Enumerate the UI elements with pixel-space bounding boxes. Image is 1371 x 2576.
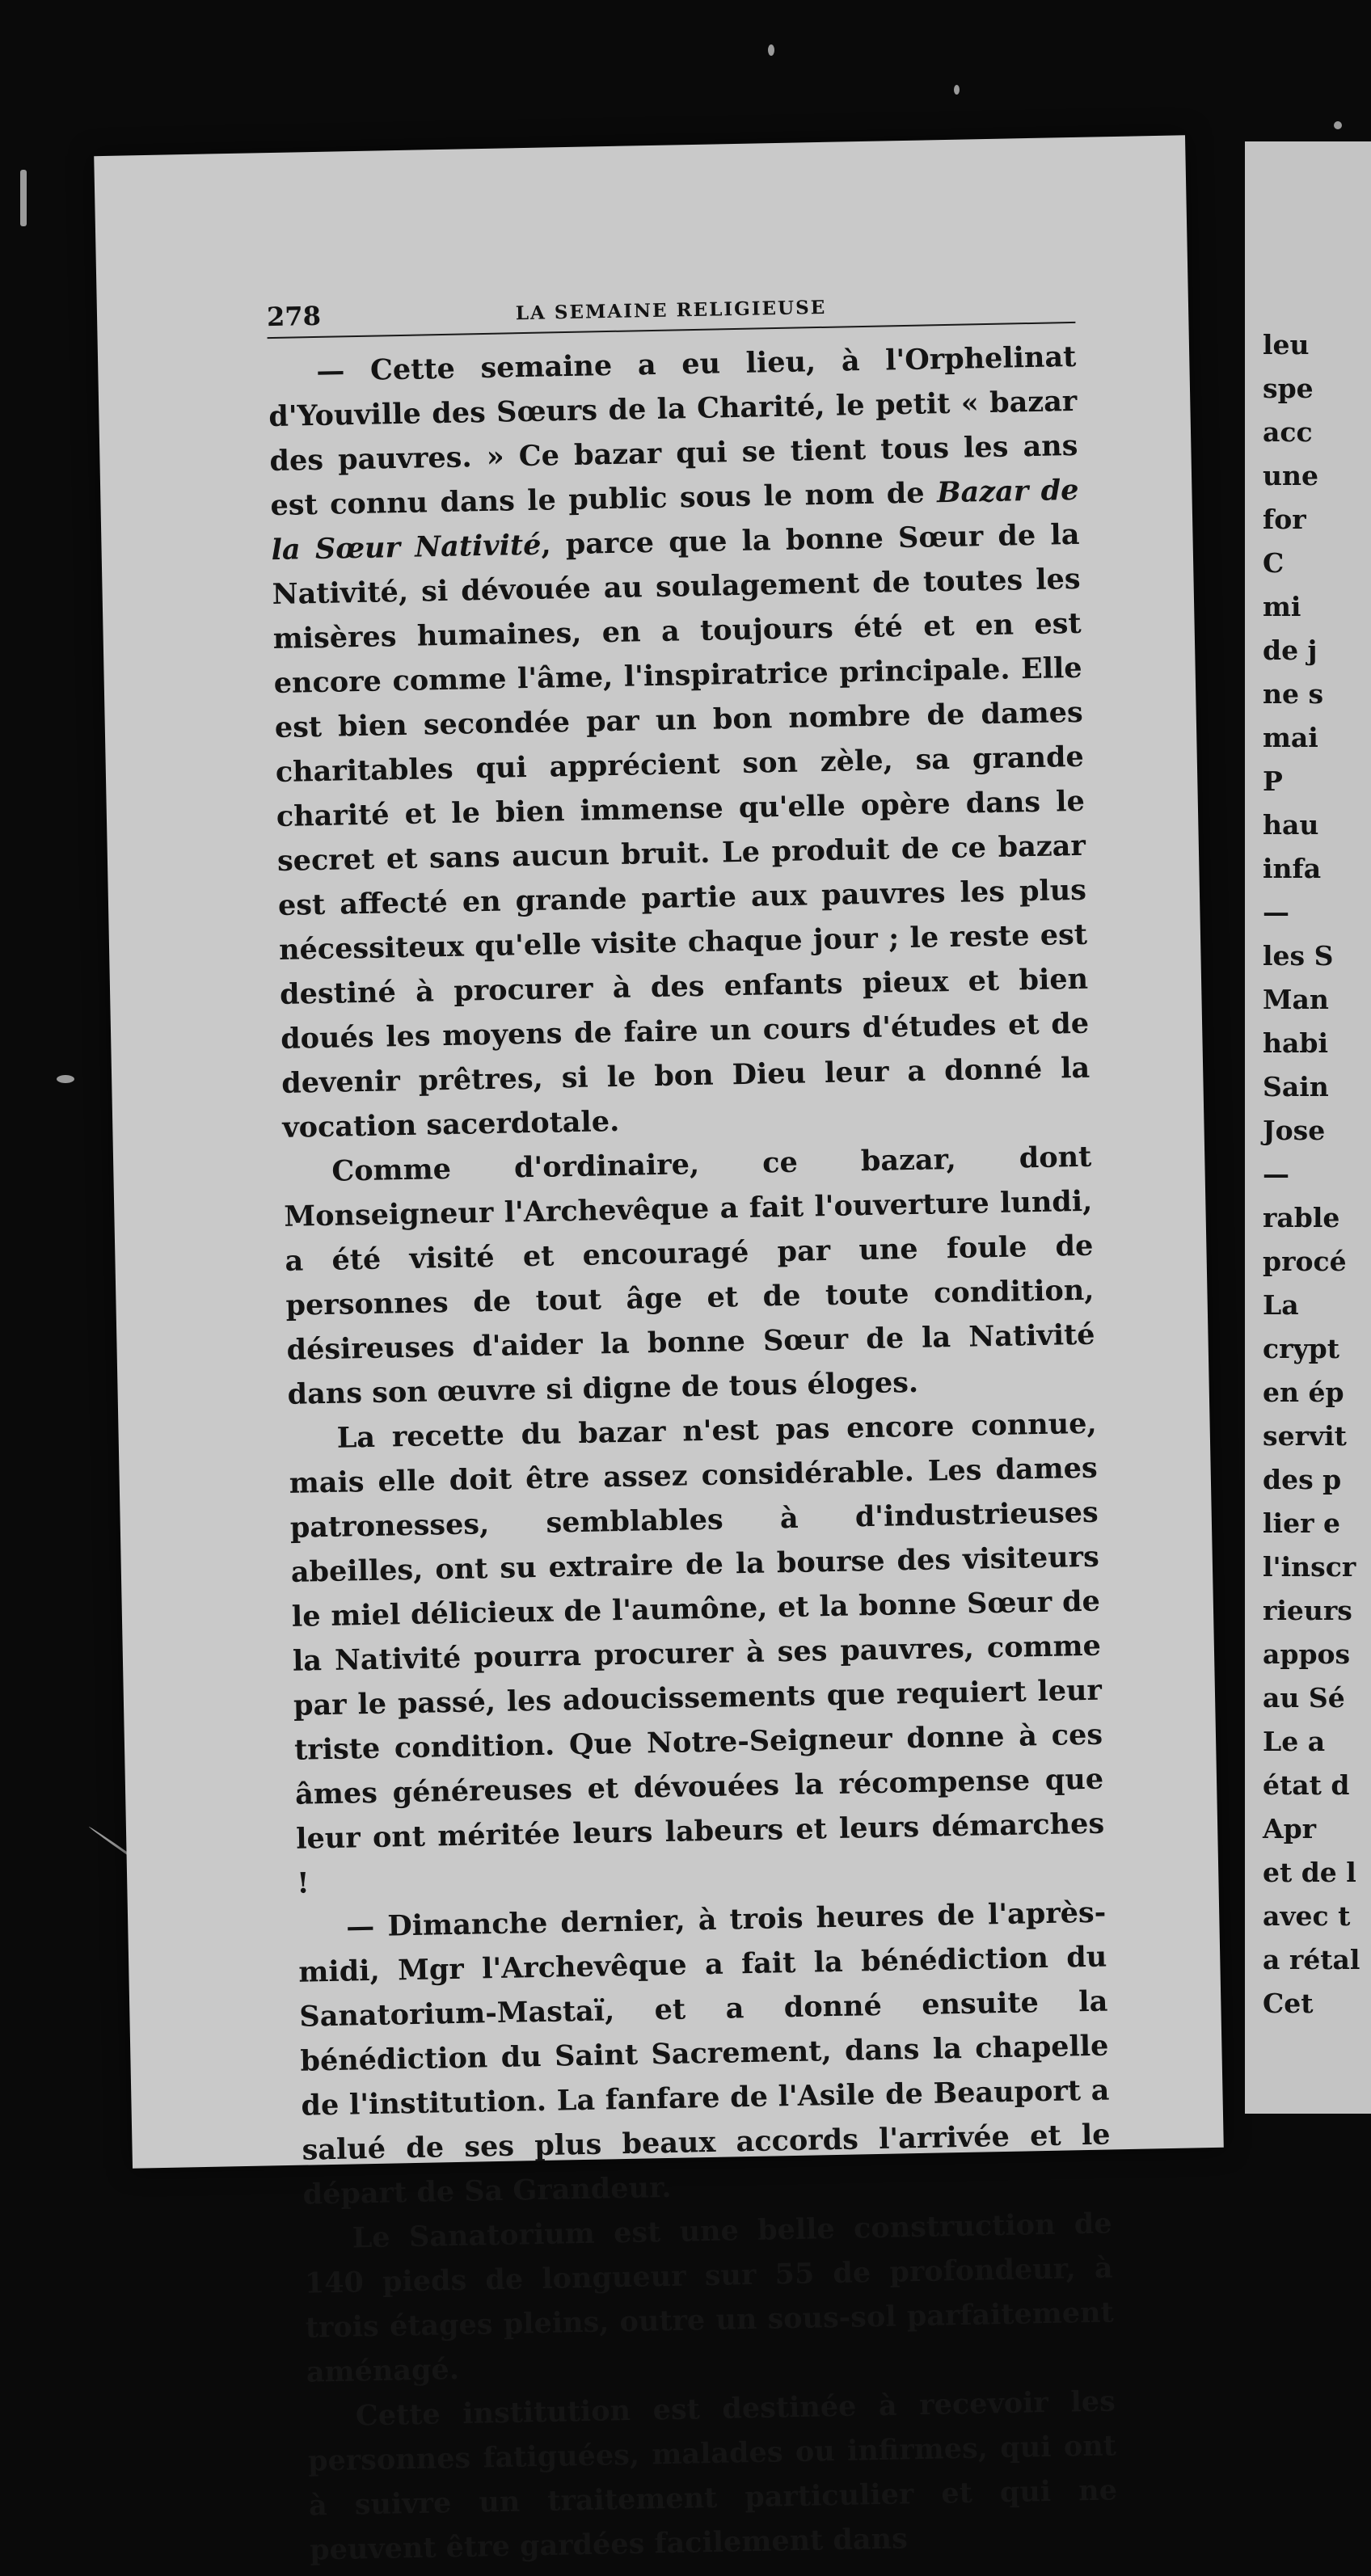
adjacent-line: —: [1263, 1158, 1289, 1190]
scan-speck: [20, 170, 27, 226]
article-body: [268, 335, 1119, 2573]
adjacent-line: en ép: [1263, 1377, 1344, 1408]
adjacent-line: mi: [1263, 591, 1301, 622]
running-head: LA SEMAINE RELIGIEUSE: [515, 296, 827, 325]
adjacent-line: avec t: [1263, 1900, 1351, 1932]
adjacent-line: infa: [1263, 853, 1322, 884]
adjacent-line: rieurs: [1263, 1595, 1352, 1626]
adjacent-line: servit: [1263, 1420, 1347, 1452]
scan-speck: [768, 44, 774, 56]
adjacent-line: La: [1263, 1289, 1299, 1321]
adjacent-page: [1245, 141, 1371, 2114]
adjacent-line: appos: [1263, 1638, 1351, 1670]
page-header: [266, 275, 1075, 339]
adjacent-line: habi: [1263, 1027, 1328, 1059]
scan-speck: [954, 85, 960, 95]
adjacent-line: Jose: [1263, 1115, 1326, 1146]
adjacent-line: leu: [1263, 329, 1310, 360]
adjacent-line: et de l: [1263, 1857, 1356, 1888]
adjacent-line: les S: [1263, 940, 1334, 972]
adjacent-line: C: [1263, 547, 1285, 579]
adjacent-line: acc: [1263, 416, 1313, 448]
adjacent-line: une: [1263, 460, 1318, 491]
adjacent-line: procé: [1263, 1246, 1347, 1277]
adjacent-line: —: [1263, 896, 1289, 928]
adjacent-line: lier e: [1263, 1507, 1340, 1539]
adjacent-line: a rétal: [1263, 1944, 1360, 1975]
adjacent-line: de j: [1263, 635, 1318, 666]
adjacent-line: Le a: [1263, 1726, 1326, 1757]
paragraph-bazar: — Cette semaine a eu lieu, à l'Orphelinat d'Youville des Sœurs de la Charité, le petit « bazar des pauvres. » Ce bazar qui se tient tous les ans est connu dans le public sous le nom de Bazar de la Sœur Nativité, parce que la bonne Sœur de la Nativité, si dévouée au soulagement de toutes les misères humaines, en a toujours été et en est encore comme l'âme, l'inspiratrice principale. Elle est bien secondée par un bon nombre de dames charitables qui apprécient son zèle, sa grande charité et le bien immense qu'elle opère dans le secret et sans aucun bruit. Le produit de ce bazar est affecté en grande partie aux pauvres les plus nécessiteux qu'elle visite chaque jour ; le reste est destiné à procurer à des enfants pieux et bien doués les moyens de faire un cours d'études et de devenir prêtres, si le bon Dieu leur a donné la vocation sacerdotale.: [268, 339, 1090, 1145]
scan-speck: [57, 1075, 74, 1083]
adjacent-line: P: [1263, 765, 1283, 797]
adjacent-line: état d: [1263, 1769, 1350, 1801]
bazar-title: Bazar de la Sœur Nativité: [271, 473, 1079, 567]
adjacent-line: for: [1263, 504, 1306, 535]
adjacent-line: des p: [1263, 1464, 1342, 1495]
adjacent-page-text: [1263, 323, 1371, 2026]
paragraph-sanatorium-building: Le Sanatorium est une belle construction de 140 pieds de longueur sur 55 de profondeur, à trois étages pleins, outre un sous-sol parfaitement aménagé.: [304, 2207, 1115, 2389]
adjacent-line: Cet: [1263, 1988, 1314, 2019]
adjacent-line: Apr: [1263, 1813, 1317, 1845]
paragraph-sanatorium-blessing: — Dimanche dernier, à trois heures de l'après-midi, Mgr l'Archevêque a fait la bénédiction du Sanatorium-Mastaï, et a donné ensuite la bénédiction du Saint Sacrement, dans la chapelle de l'institution. La fanfare de l'Asile de Beauport a salué de ses plus beaux accords l'arrivée et le départ de Sa Grandeur.: [298, 1895, 1111, 2211]
adjacent-line: au Sé: [1263, 1682, 1345, 1714]
page-number: 278: [266, 300, 322, 333]
adjacent-line: rable: [1263, 1202, 1340, 1233]
paragraph-receipts: La recette du bazar n'est pas encore connue, mais elle doit être assez considérable. Les dames patronesses, semblables à d'industrieuses abeilles, ont su extraire de la bourse des visiteurs le miel délicieux de l'aumône, et la bonne Sœur de la Nativité pourra procurer à ses pauvres, comme par le passé, les adoucissements que requiert leur triste condition. Que Notre-Seigneur donne à ces âmes généreuses et dévouées la récompense que leur ont méritée leurs labeurs et leurs démarches !: [289, 1406, 1105, 1900]
adjacent-line: Sain: [1263, 1071, 1329, 1102]
scan-speck: [1334, 121, 1342, 129]
adjacent-line: ne s: [1263, 678, 1324, 710]
paragraph-sanatorium-purpose: Cette institution est destinée à recevoir les personnes fatiguées, malades ou infirmes, qui ont à suivre un traitement particulier et qui ne peuvent être gardées facilement dans: [307, 2384, 1118, 2567]
adjacent-line: l'inscr: [1263, 1551, 1356, 1583]
adjacent-line: spe: [1263, 373, 1314, 404]
adjacent-line: mai: [1263, 722, 1318, 753]
page-content: [266, 275, 1118, 2573]
adjacent-line: Man: [1263, 984, 1329, 1015]
adjacent-line: crypt: [1263, 1333, 1339, 1364]
adjacent-line: hau: [1263, 809, 1319, 841]
scanned-page: [94, 135, 1224, 2567]
paragraph-visit: Comme d'ordinaire, ce bazar, dont Monseigneur l'Archevêque a fait l'ouverture lundi, a été visité et encouragé par une foule de personnes de tout âge et de toute condition, désireuses d'aider la bonne Sœur de la Nativité dans son œuvre si digne de tous éloges.: [284, 1140, 1095, 1411]
